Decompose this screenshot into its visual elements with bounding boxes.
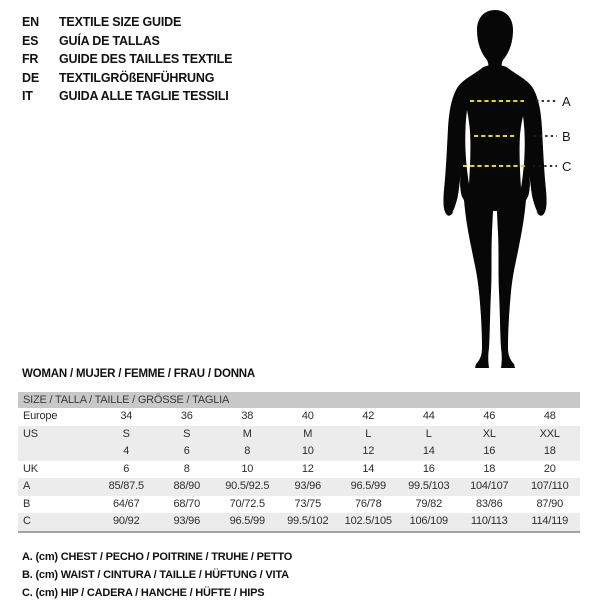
language-code: ES	[22, 33, 39, 48]
silhouette-head	[477, 10, 513, 74]
size-cell: 76/78	[354, 497, 382, 510]
title-text: GUIDE DES TAILLES TEXTILE	[59, 52, 233, 67]
size-cell: 44	[422, 410, 435, 422]
title-row-fr	[22, 50, 232, 69]
title-text: GUIDA ALLE TAGLIE TESSILI	[59, 89, 229, 104]
size-cell: 10	[301, 445, 314, 457]
size-table-body	[18, 408, 580, 531]
size-cell: 96.5/99	[229, 515, 265, 527]
table-row-uk	[18, 461, 580, 479]
size-cell: 46	[483, 410, 496, 422]
size-cell: 83/86	[475, 497, 503, 510]
legend-line: C. (cm) HIP / CADERA / HANCHE / HÜFTE / HIPS	[22, 587, 265, 600]
size-cell: 6	[183, 445, 190, 457]
size-cell: 88/90	[173, 480, 201, 492]
size-table	[18, 392, 580, 533]
row-label: B	[23, 497, 31, 510]
size-cell: 68/70	[173, 497, 201, 510]
table-row-europe	[18, 408, 580, 426]
measurement-legend	[22, 548, 292, 600]
title-row-it	[22, 87, 232, 106]
table-row-a	[18, 478, 580, 496]
size-cell: 79/82	[415, 497, 443, 510]
title-row-de	[22, 69, 232, 88]
size-cell: 93/96	[173, 515, 201, 527]
row-label: US	[23, 427, 38, 440]
size-cell: M	[303, 427, 313, 440]
size-cell: 85/87.5	[108, 480, 144, 492]
size-cell: 18	[483, 462, 496, 475]
legend-line: A. (cm) CHEST / PECHO / POITRINE / TRUHE / PETTO	[22, 551, 293, 563]
language-code: EN	[22, 15, 39, 29]
size-cell: 14	[422, 445, 435, 457]
size-cell: XL	[482, 427, 496, 440]
size-cell: 12	[301, 462, 314, 475]
waist-label: B	[562, 129, 571, 144]
row-label: UK	[23, 462, 38, 475]
language-code: IT	[22, 89, 33, 104]
size-cell: 10	[241, 462, 254, 475]
size-cell: 36	[180, 410, 193, 422]
size-cell: 87/90	[536, 497, 564, 510]
size-cell: 110/113	[470, 515, 508, 527]
size-cell: 40	[301, 410, 314, 422]
size-cell: S	[122, 427, 130, 440]
size-cell: 114/119	[531, 515, 569, 527]
size-cell: 18	[543, 445, 556, 457]
size-cell: 42	[362, 410, 375, 422]
hip-label: C	[562, 159, 572, 174]
title-text: GUÍA DE TALLAS	[59, 33, 160, 48]
size-cell: 14	[362, 462, 375, 475]
row-label: Europe	[23, 410, 58, 422]
size-cell: 12	[362, 445, 375, 457]
title-row-en	[22, 13, 232, 32]
section-heading: WOMAN / MUJER / FEMME / FRAU / DONNA	[22, 368, 256, 380]
silhouette-left-leg	[463, 158, 495, 368]
row-label: C	[23, 515, 31, 527]
size-cell: 8	[183, 462, 190, 475]
silhouette-right-leg	[495, 158, 527, 368]
legend-line: B. (cm) WAIST / CINTURA / TAILLE / HÜFTUNG / VITA	[22, 569, 289, 582]
woman-silhouette-figure	[430, 0, 600, 380]
size-cell: L	[425, 427, 432, 440]
table-row-us-numeric	[18, 443, 580, 461]
size-cell: 99.5/102	[287, 515, 329, 527]
size-table-header: SIZE / TALLA / TAILLE / GRÖSSE / TAGLIA	[18, 392, 580, 408]
title-row-es	[22, 32, 232, 51]
figure-wrap	[430, 0, 600, 380]
row-label	[18, 443, 96, 461]
size-cell: 99.5/103	[408, 480, 450, 492]
size-cell: 34	[120, 410, 133, 422]
size-cell: 102.5/105	[344, 515, 392, 527]
size-cell: 20	[543, 462, 556, 475]
size-cell: S	[183, 427, 191, 440]
size-cell: 64/67	[112, 497, 140, 510]
size-cell: 106/109	[409, 515, 448, 527]
title-text: TEXTILGRÖßENFÜHRUNG	[59, 70, 215, 85]
row-label: A	[23, 480, 31, 492]
size-cell: 104/107	[470, 480, 509, 492]
size-cell: 70/72.5	[229, 497, 265, 510]
size-cell: 6	[123, 462, 130, 475]
language-code: FR	[22, 52, 39, 67]
size-cell: 48	[543, 410, 556, 422]
chest-label: A	[562, 94, 571, 109]
title-text: TEXTILE SIZE GUIDE	[59, 15, 182, 29]
size-cell: 38	[241, 410, 254, 422]
language-title-block	[22, 13, 232, 106]
size-cell: 90.5/92.5	[225, 480, 270, 492]
language-code: DE	[22, 70, 39, 85]
size-cell: 4	[123, 445, 130, 457]
size-cell: 107/110	[530, 480, 569, 492]
table-row-us	[18, 426, 580, 444]
size-cell: 16	[483, 445, 496, 457]
size-cell: 73/75	[294, 497, 322, 510]
size-cell: XXL	[539, 427, 560, 440]
size-cell: L	[365, 427, 372, 440]
size-cell: 8	[244, 445, 251, 457]
table-row-b	[18, 496, 580, 514]
size-cell: M	[242, 427, 252, 440]
table-row-c	[18, 513, 580, 531]
size-cell: 96.5/99	[350, 480, 386, 492]
size-cell: 93/96	[294, 480, 322, 492]
size-cell: 90/92	[112, 515, 140, 527]
size-cell: 16	[422, 462, 435, 475]
